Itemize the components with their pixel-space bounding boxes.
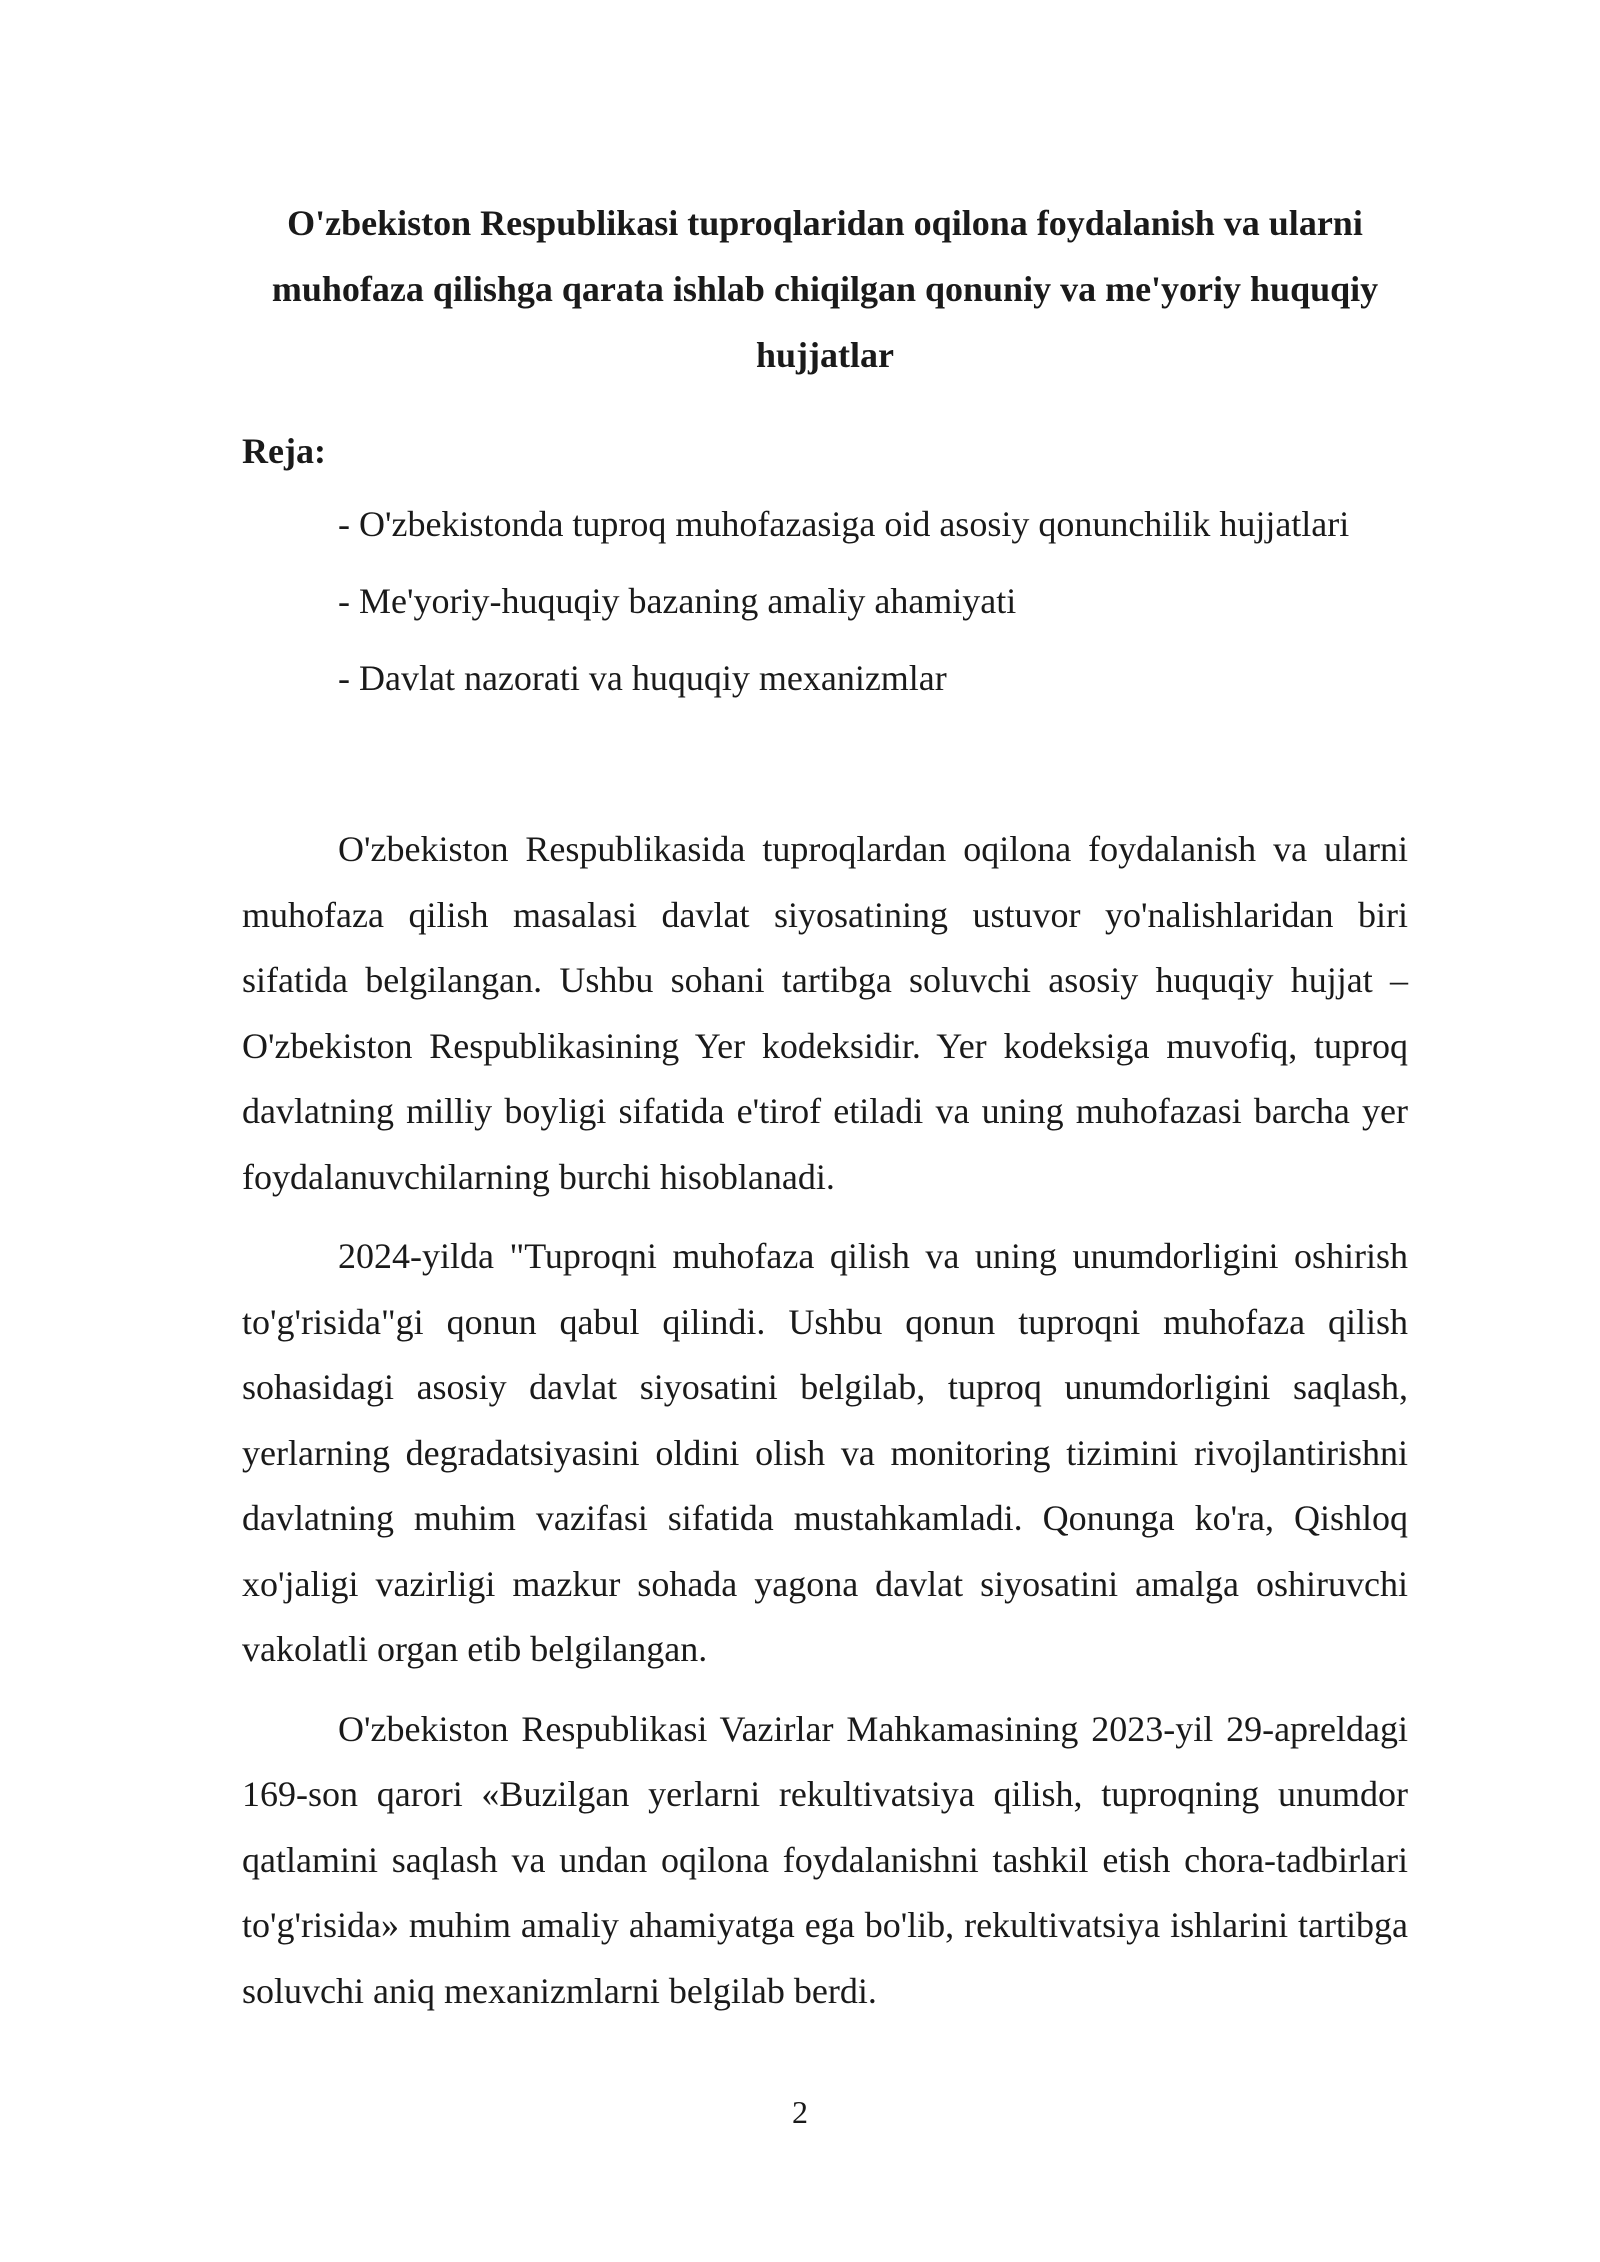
body-paragraph: O'zbekiston Respublikasi Vazirlar Mahkamasining 2023-yil 29-apreldagi 169-son qarori «Buzilgan yerlarni rekultivatsiya qilish, tuproqning unumdor qatlamini saqlash va undan oqilona foydalanishni tashkil etish chora-tadbirlari to'g'risida» muhim amaliy ahamiyatga ega bo'lib, rekultivatsiya ishlarini tartibga soluvchi aniq mexanizmlarni belgilab berdi. [242,1708,1408,2011]
plan-item: - Me'yoriy-huquqiy bazaning amaliy ahamiyati [338,581,1017,621]
body-paragraph: O'zbekiston Respublikasida tuproqlardan oqilona foydalanish va ularni muhofaza qilish masalasi davlat siyosatining ustuvor yo'nalishlaridan biri sifatida belgilangan. Ushbu sohani tartibga soluvchi asosiy huquqiy hujjat – O'zbekiston Respublikasining Yer kodeksidir. Yer kodeksiga muvofiq, tuproq davlatning milliy boyligi sifatida e'tirof etiladi va uning muhofazasi barcha yer foydalanuvchilarning burchi hisoblanadi. [242,829,1408,1197]
plan-list [242,486,1408,717]
plan-item: - Davlat nazorati va huquqiy mexanizmlar [338,658,947,698]
document-title: O'zbekiston Respublikasi tuproqlaridan oqilona foydalanish va ularni muhofaza qilishga qarata ishlab chiqilgan qonuniy va me'yoriy huquqiy hujjatlar [271,203,1379,375]
document-page [242,190,1408,2024]
page-number: 2 [792,2094,808,2130]
body-paragraph: 2024-yilda "Tuproqni muhofaza qilish va uning unumdorligini oshirish to'g'risida"gi qonun qabul qilindi. Ushbu qonun tuproqni muhofaza qilish sohasidagi asosiy davlat siyosatini belgilab, tuproq unumdorligini saqlash, yerlarning degradatsiyasini oldini olish va monitoring tizimini rivojlantirishni davlatning muhim vazifasi sifatida mustahkamladi. Qonunga ko'ra, Qishloq xo'jaligi vazirligi mazkur sohada yagona davlat siyosatini amalga oshiruvchi vakolatli organ etib belgilangan. [242,1236,1408,1669]
plan-heading: Reja: [242,431,326,471]
plan-item: - O'zbekistonda tuproq muhofazasiga oid asosiy qonunchilik hujjatlari [338,504,1350,544]
